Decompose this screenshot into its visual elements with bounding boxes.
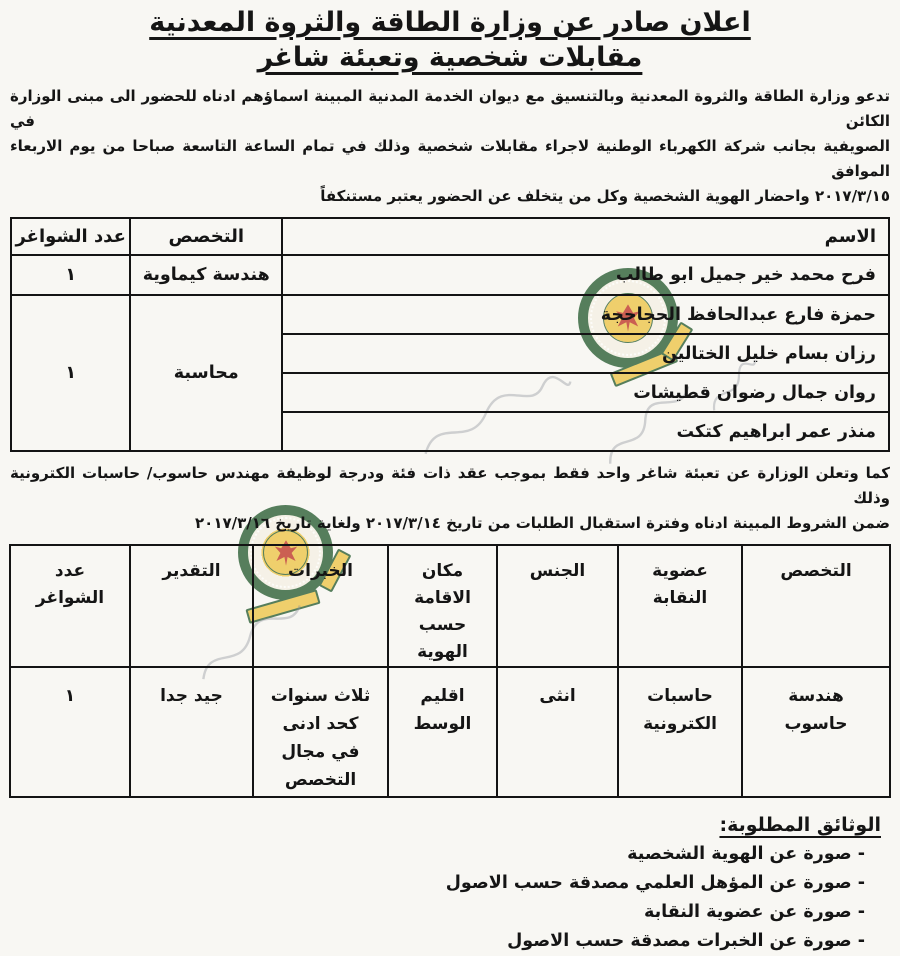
candidates-table-header-row <box>11 218 889 255</box>
header-cell-experience: الخبرات <box>253 545 388 667</box>
intro-line: تدعو وزارة الطاقة والثروة المعدنية وبالتنسيق مع ديوان الخدمة المدنية المبينة اسماؤهم ادناه للحضور الى مبنى الوزارة الكائن في <box>10 87 890 130</box>
document-list-item: - صورة عن عضوية النقابة <box>643 902 865 922</box>
document-title <box>9 5 891 40</box>
experience-cell: ثلاث سنوات كحد ادنى في مجال التخصص <box>253 667 388 797</box>
grade-cell: جيد جدا <box>130 667 253 797</box>
vacancy-line: ضمن الشروط المبينة ادناه وفترة استقبال الطلبات من تاريخ ٢٠١٧/٣/١٤ ولغاية تاريخ ٢٠١٧/٣/١٦ <box>195 514 890 532</box>
candidate-name-cell: منذر عمر ابراهيم كتكت <box>282 412 889 451</box>
header-cell-union-membership: عضوية النقابة <box>618 545 742 667</box>
intro-paragraph <box>10 84 890 209</box>
header-cell-vacancies: عدد الشواغر <box>11 218 130 255</box>
vacancies-cell: ١ <box>11 255 130 295</box>
requirements-data-row <box>10 667 890 797</box>
candidate-name-cell: فرح محمد خير جميل ابو طالب <box>282 255 889 295</box>
requirements-header-row <box>10 545 890 667</box>
header-cell-name: الاسم <box>282 218 889 255</box>
candidate-row <box>11 295 889 334</box>
specialization-cell: هندسة حاسوب <box>742 667 890 797</box>
candidates-table <box>10 217 890 452</box>
required-documents-section <box>9 810 891 956</box>
union-membership-cell: حاسبات الكترونية <box>618 667 742 797</box>
vacancies-cell: ١ <box>10 667 130 797</box>
candidate-name-cell: روان جمال رضوان قطيشات <box>282 373 889 412</box>
header-cell-specialization: التخصص <box>742 545 890 667</box>
header-cell-residence: مكان الاقامة حسب الهوية <box>388 545 497 667</box>
merged-specialization-cell: محاسبة <box>130 295 282 451</box>
header-cell-grade: التقدير <box>130 545 253 667</box>
document-list-item: - صورة عن الهوية الشخصية <box>627 844 865 864</box>
document-subtitle <box>9 40 891 75</box>
vacancy-announcement-paragraph <box>10 461 890 536</box>
document-title-text: اعلان صادر عن وزارة الطاقة والثروة المعدنية <box>149 7 751 38</box>
candidate-name-cell: حمزة فارع عبدالحافظ الحجاحجة <box>282 295 889 334</box>
vacancy-requirements-table <box>9 544 891 798</box>
intro-line: ٢٠١٧/٣/١٥ واحضار الهوية الشخصية وكل من يتخلف عن الحضور يعتبر مستنكفاً <box>320 187 890 205</box>
intro-line: الصويفية بجانب شركة الكهرباء الوطنية لاجراء مقابلات شخصية وذلك في تمام الساعة التاسعة صباحا من يوم الاربعاء الموافق <box>10 137 890 180</box>
document-list-item: - صورة عن المؤهل العلمي مصدقة حسب الاصول <box>445 873 865 893</box>
header-cell-vacancies: عدد الشواغر <box>10 545 130 667</box>
candidate-row <box>11 255 889 295</box>
document-subtitle-text: مقابلات شخصية وتعبئة شاغر <box>257 42 643 73</box>
header-cell-specialization: التخصص <box>130 218 282 255</box>
residence-cell: اقليم الوسط <box>388 667 497 797</box>
required-documents-heading <box>9 810 881 840</box>
vacancy-line: كما وتعلن الوزارة عن تعبئة شاغر واحد فقط بموجب عقد ذات فئة ودرجة لوظيفة مهندس حاسوب/ حاسبات الكترونية وذلك <box>10 464 890 507</box>
candidate-name-cell: رزان بسام خليل الختالين <box>282 334 889 373</box>
merged-vacancies-cell: ١ <box>11 295 130 451</box>
required-documents-heading-text: الوثائق المطلوبة: <box>719 814 881 836</box>
header-cell-gender: الجنس <box>497 545 618 667</box>
gender-cell: انثى <box>497 667 618 797</box>
specialization-cell: هندسة كيماوية <box>130 255 282 295</box>
document-list-item: - صورة عن الخبرات مصدقة حسب الاصول <box>507 931 865 951</box>
